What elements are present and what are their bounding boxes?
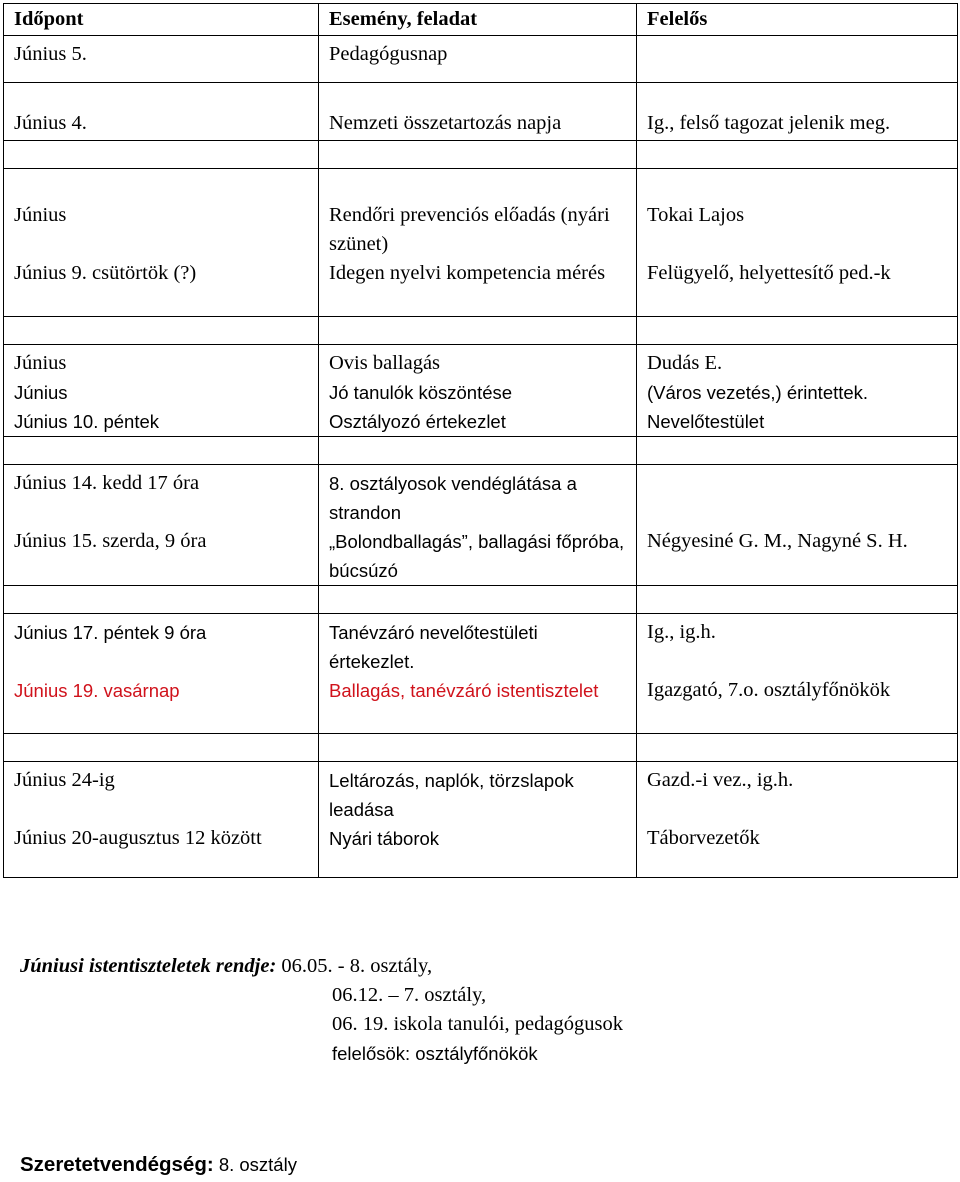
table-row bbox=[4, 762, 958, 878]
spacer-row bbox=[4, 317, 958, 345]
event-cell bbox=[319, 762, 637, 878]
reception-note bbox=[20, 1150, 297, 1180]
event-text: „Bolondballagás”, ballagási főpróba, búcsúzó bbox=[329, 531, 625, 581]
time-cell bbox=[4, 36, 319, 83]
time-text: Június 10. péntek bbox=[14, 411, 160, 432]
resp-text: Táborvezetők bbox=[647, 827, 760, 849]
event-text: 8. osztályosok vendéglátása a strandon bbox=[329, 473, 577, 523]
resp-text: Tokai Lajos bbox=[647, 204, 745, 226]
resp-cell bbox=[637, 345, 958, 437]
time-cell bbox=[4, 83, 319, 141]
time-text: Június 15. szerda, 9 óra bbox=[14, 530, 207, 552]
event-text: Nemzeti összetartozás napja bbox=[329, 112, 562, 134]
event-text: Pedagógusnap bbox=[329, 43, 448, 65]
table-row bbox=[4, 614, 958, 734]
time-cell bbox=[4, 762, 319, 878]
resp-text: Nevelőtestület bbox=[647, 411, 765, 432]
resp-text: Dudás E. bbox=[647, 352, 723, 374]
resp-cell bbox=[637, 614, 958, 734]
event-cell bbox=[319, 169, 637, 317]
table-row bbox=[4, 345, 958, 437]
time-cell bbox=[4, 614, 319, 734]
spacer-row bbox=[4, 141, 958, 169]
time-cell bbox=[4, 169, 319, 317]
spacer-row bbox=[4, 437, 958, 465]
resp-text: Igazgató, 7.o. osztályfőnökök bbox=[647, 679, 891, 701]
time-text: Június bbox=[14, 204, 67, 226]
worship-line: 06.05. - 8. osztály, bbox=[281, 955, 433, 977]
spacer-row bbox=[4, 586, 958, 614]
reception-value: 8. osztály bbox=[218, 1154, 297, 1175]
time-text: Június 5. bbox=[14, 43, 87, 65]
resp-text: Gazd.-i vez., ig.h. bbox=[647, 769, 794, 791]
table-row bbox=[4, 169, 958, 317]
event-cell bbox=[319, 345, 637, 437]
time-text: Június 19. vasárnap bbox=[14, 680, 180, 701]
event-cell bbox=[319, 36, 637, 83]
event-text: Leltározás, naplók, törzslapok leadása bbox=[329, 770, 574, 820]
event-text: Rendőri prevenciós előadás (nyári szünet) bbox=[329, 204, 610, 255]
resp-cell bbox=[637, 83, 958, 141]
resp-text: Ig., felső tagozat jelenik meg. bbox=[647, 112, 891, 134]
event-text: Idegen nyelvi kompetencia mérés bbox=[329, 262, 606, 284]
time-cell bbox=[4, 465, 319, 586]
event-text: Tanévzáró nevelőtestületi értekezlet. bbox=[329, 622, 538, 672]
time-text: Június 24-ig bbox=[14, 769, 115, 791]
resp-cell bbox=[637, 169, 958, 317]
table-row bbox=[4, 36, 958, 83]
event-text: Jó tanulók köszöntése bbox=[329, 382, 513, 403]
time-text: Június bbox=[14, 382, 68, 403]
event-text: Ballagás, tanévzáró istentisztelet bbox=[329, 680, 599, 701]
resp-text: Felügyelő, helyettesítő ped.-k bbox=[647, 262, 891, 284]
event-cell bbox=[319, 614, 637, 734]
table-row bbox=[4, 465, 958, 586]
header-row bbox=[4, 4, 958, 36]
resp-cell bbox=[637, 762, 958, 878]
resp-text: Négyesiné G. M., Nagyné S. H. bbox=[647, 530, 908, 552]
worship-line: felelősök: osztályfőnökök bbox=[332, 1043, 538, 1064]
worship-schedule bbox=[20, 952, 623, 1068]
header-event: Esemény, feladat bbox=[319, 4, 637, 36]
event-text: Nyári táborok bbox=[329, 828, 440, 849]
resp-text: Ig., ig.h. bbox=[647, 621, 716, 643]
resp-cell bbox=[637, 465, 958, 586]
header-responsible: Felelős bbox=[637, 4, 958, 36]
reception-label: Szeretetvendégség: bbox=[20, 1153, 214, 1176]
event-text: Ovis ballagás bbox=[329, 352, 441, 374]
time-text: Június bbox=[14, 352, 67, 374]
time-text: Június 20-augusztus 12 között bbox=[14, 827, 262, 849]
schedule-table bbox=[3, 3, 958, 878]
worship-label: Júniusi istentiszteletek rendje: bbox=[20, 955, 277, 977]
table-row bbox=[4, 83, 958, 141]
resp-cell bbox=[637, 36, 958, 83]
worship-line: 06. 19. iskola tanulói, pedagógusok bbox=[332, 1013, 623, 1035]
event-cell bbox=[319, 465, 637, 586]
time-text: Június 9. csütörtök (?) bbox=[14, 262, 197, 284]
event-cell bbox=[319, 83, 637, 141]
time-text: Június 14. kedd 17 óra bbox=[14, 472, 200, 494]
time-text: Június 4. bbox=[14, 112, 87, 134]
time-cell bbox=[4, 345, 319, 437]
header-time: Időpont bbox=[4, 4, 319, 36]
worship-line: 06.12. – 7. osztály, bbox=[332, 984, 487, 1006]
resp-text: (Város vezetés,) érintettek. bbox=[647, 382, 869, 403]
event-text: Osztályozó értekezlet bbox=[329, 411, 506, 432]
spacer-row bbox=[4, 734, 958, 762]
time-text: Június 17. péntek 9 óra bbox=[14, 622, 207, 643]
